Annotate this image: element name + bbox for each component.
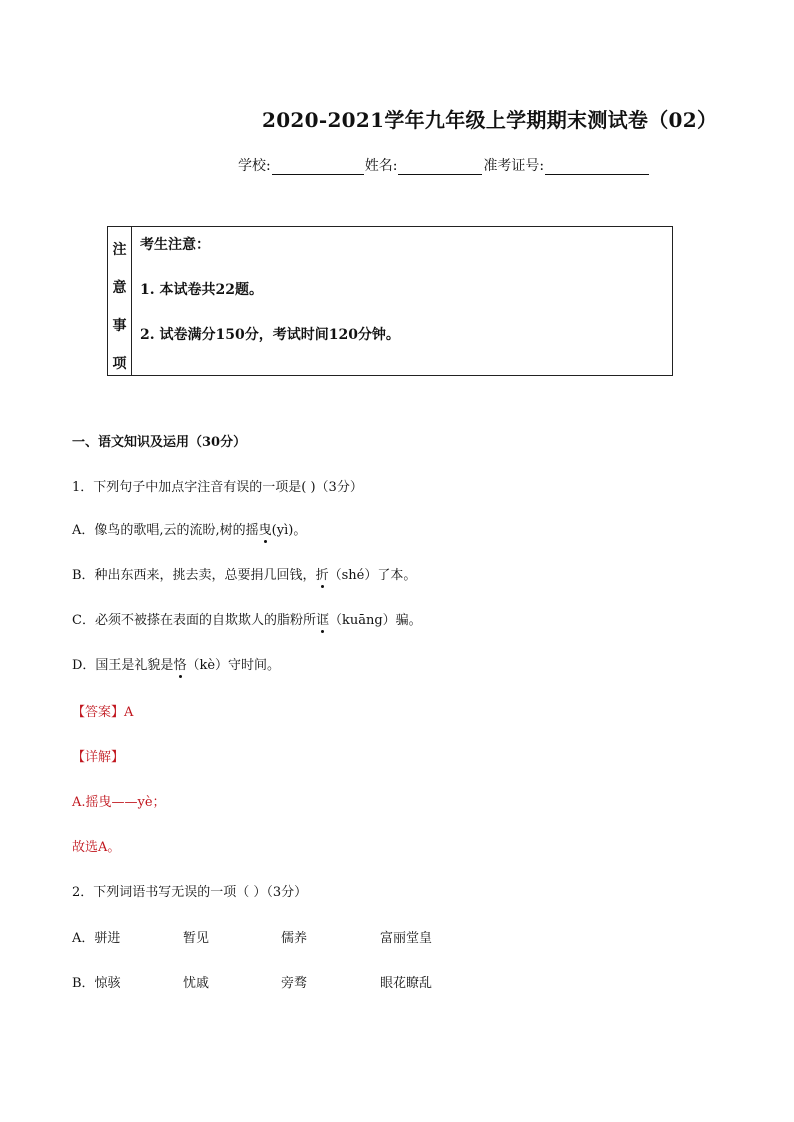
answer-label: 【答案】A xyxy=(72,705,134,720)
notice-side-char: 项 xyxy=(112,356,127,372)
name-blank xyxy=(398,159,482,175)
option-text: C．必须不被搽在表面的自欺欺人的脂粉所 xyxy=(72,613,316,628)
option-pinyin: （kè）守时间。 xyxy=(186,658,281,673)
question-1-option-a xyxy=(72,519,306,538)
dotted-char: 曳 xyxy=(258,523,272,538)
school-blank xyxy=(272,159,364,175)
option-word: 儒养 xyxy=(281,931,308,946)
option-pinyin: (yì)。 xyxy=(271,523,307,538)
question-2-option-a xyxy=(72,927,492,945)
notice-side-char: 意 xyxy=(112,280,127,296)
question-1-option-d xyxy=(72,654,280,673)
exam-id-label: 准考证号: xyxy=(483,158,545,174)
option-word: A．骈进 xyxy=(72,931,121,946)
school-label: 学校: xyxy=(238,158,271,174)
dotted-char: 恪 xyxy=(173,658,187,673)
option-text: A．像鸟的歌唱,云的流盼,树的摇 xyxy=(72,523,259,538)
notice-side-char: 事 xyxy=(112,318,127,334)
exam-title: 2020-2021学年九年级上学期期末测试卷（02） xyxy=(262,108,718,132)
option-word: 富丽堂皇 xyxy=(380,931,433,946)
dotted-char: 诓 xyxy=(315,613,329,628)
option-pinyin: （shé）了本。 xyxy=(328,568,417,583)
question-1-stem: 1．下列句子中加点字注音有误的一项是( )（3分） xyxy=(72,480,363,495)
explanation-label: 【详解】 xyxy=(72,750,125,765)
name-label: 姓名: xyxy=(364,158,398,174)
notice-side-char: 注 xyxy=(112,242,127,258)
option-pinyin: （kuāng）骗。 xyxy=(328,613,422,628)
question-2-stem: 2．下列词语书写无误的一项（ ）（3分） xyxy=(72,885,308,900)
option-word: 眼花瞭乱 xyxy=(380,976,433,991)
conclusion-text: 故选A。 xyxy=(72,840,121,855)
question-2-option-b xyxy=(72,972,492,990)
notice-heading: 考生注意： xyxy=(140,237,210,253)
notice-box xyxy=(107,226,673,376)
notice-item: 2. 试卷满分150分，考试时间120分钟。 xyxy=(140,327,400,343)
option-text: B．种出东西来，挑去卖，总要捐几回钱， xyxy=(72,568,316,583)
option-text: D．国王是礼貌是 xyxy=(72,658,174,673)
option-word: B．惊骇 xyxy=(72,976,121,991)
question-1-option-c xyxy=(72,609,422,628)
notice-item: 1. 本试卷共22题。 xyxy=(140,282,263,298)
question-1-option-b xyxy=(72,564,416,583)
notice-body xyxy=(132,227,408,375)
dotted-char: 折 xyxy=(315,568,329,583)
notice-side-label xyxy=(108,227,132,375)
section-title: 一、语文知识及运用（30分） xyxy=(72,435,247,450)
option-word: 暂见 xyxy=(183,931,210,946)
option-word: 忧戚 xyxy=(183,976,210,991)
option-word: 旁骛 xyxy=(281,976,308,991)
explanation-text: A.摇曳——yè； xyxy=(72,795,166,810)
exam-id-blank xyxy=(545,159,649,175)
student-info-line xyxy=(238,155,650,175)
